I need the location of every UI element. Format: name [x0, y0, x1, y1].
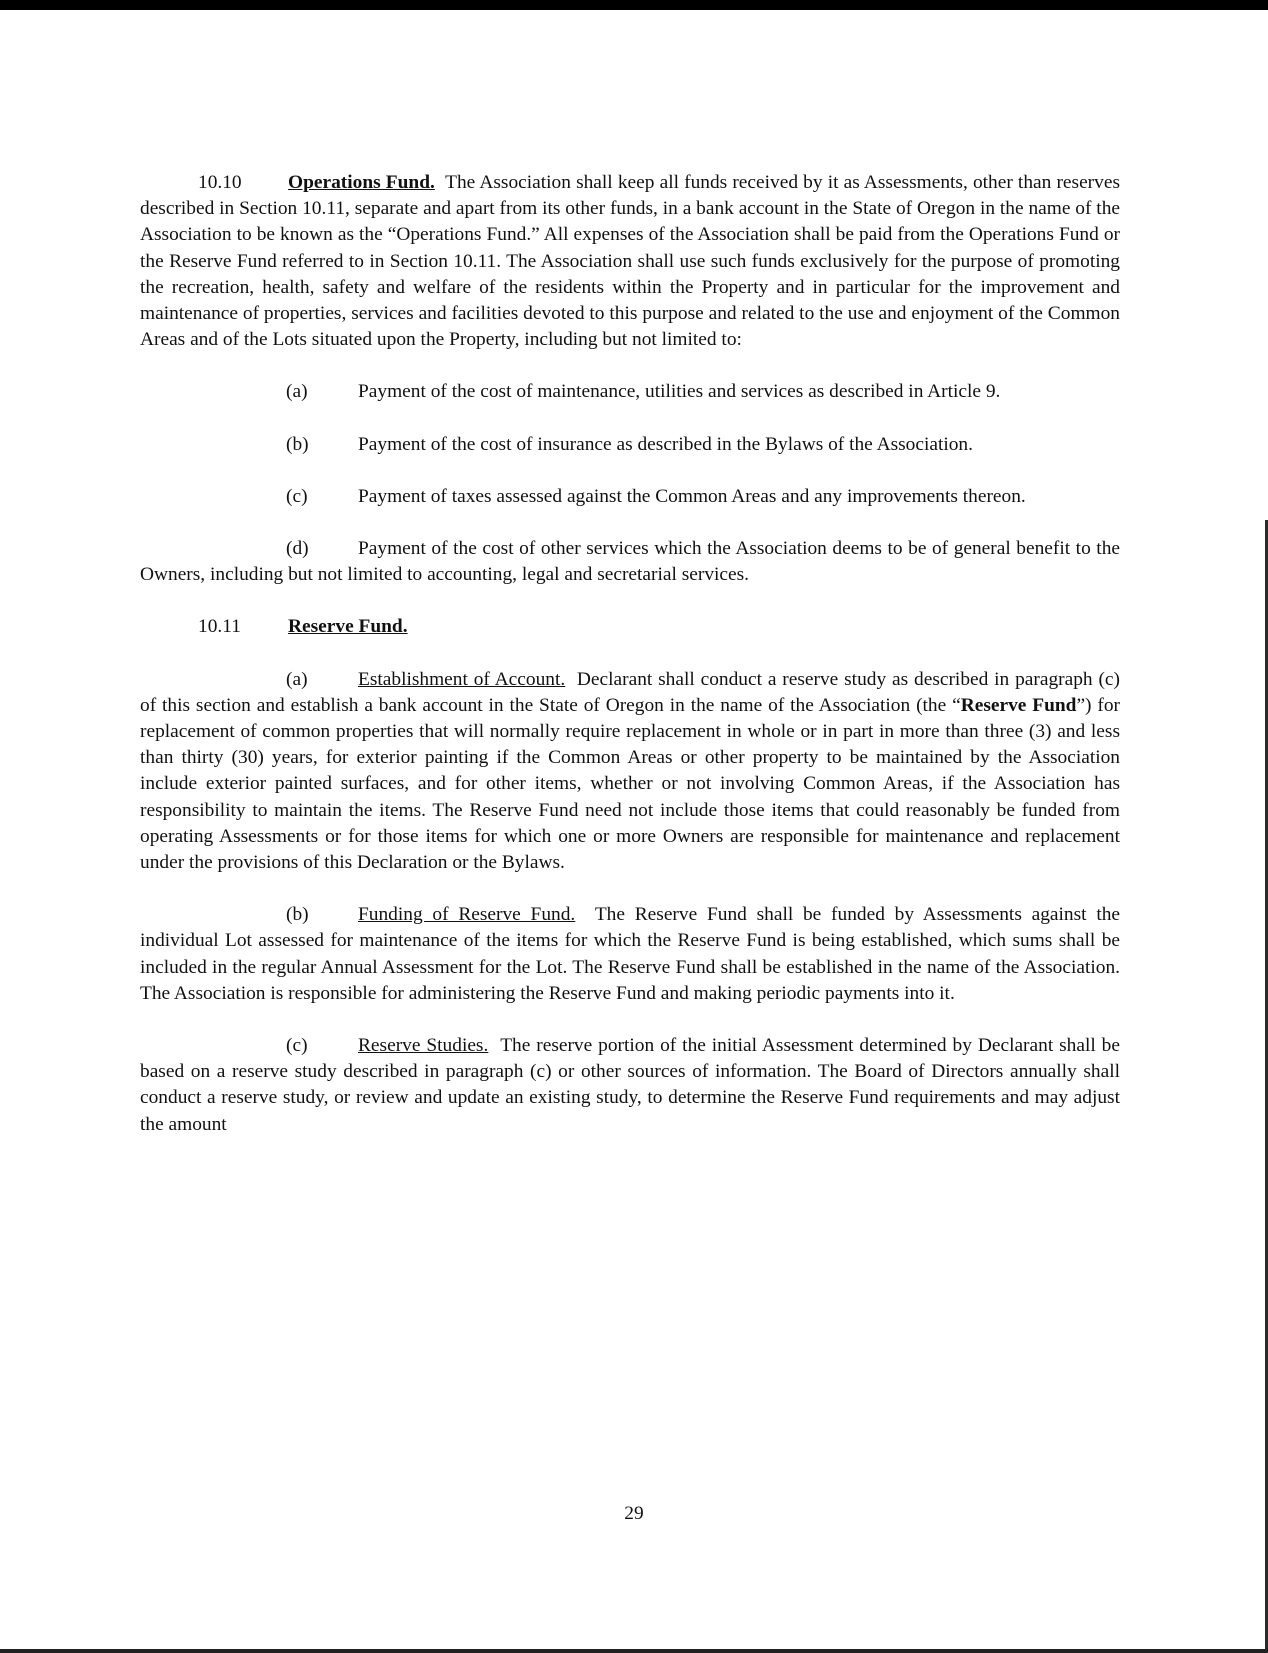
list-item-d [140, 536, 1120, 588]
list-item-label: (b) [286, 433, 309, 455]
page-number: 29 [624, 1503, 644, 1524]
list-item-text: Payment of the cost of other services which the Association deems to be of general benefit to the Owners, including but not limited to accounting, legal and secretarial services. [140, 538, 1120, 586]
section-number: 10.10 [198, 172, 242, 193]
list-item-text: Payment of taxes assessed against the Common Areas and any improvements thereon. [358, 485, 1026, 507]
subsection-heading: Reserve Studies. [358, 1035, 489, 1057]
subsection-text: The Reserve Fund shall be funded by Assessments against the individual Lot assessed for maintenance of the items for which the Reserve Fund is being established, which sums shall be included in the regular Annual Assessment for the Lot. The Reserve Fund shall be established in the name of the Association. The Association is responsible for administering the Reserve Fund and making periodic payments into it. [140, 904, 1121, 1004]
subsection-label: (b) [286, 904, 309, 926]
list-item-label: (c) [286, 485, 308, 507]
section-number: 10.11 [198, 616, 241, 638]
subsection-text-before: Declarant shall conduct a reserve study as described in paragraph (c) of this section and establish a bank account in the State of Oregon in the name of the Association (the “ [140, 668, 1120, 716]
subsection-c [140, 1033, 1120, 1138]
subsection-label: (c) [286, 1035, 308, 1057]
list-item-label: (a) [286, 381, 308, 403]
section-body: The Association shall keep all funds received by it as Assessments, other than reserves described in Section 10.11, separate and apart from its other funds, in a bank account in the State of Oregon in the name of the Association to be known as the “Operations Fund.” All expenses of the Association shall be paid from the Operations Fund or the Reserve Fund referred to in Section 10.11. The Association shall use such funds exclusively for the purpose of promoting the recreation, health, safety and welfare of the residents within the Property and in particular for the improvement and maintenance of properties, services and facilities devoted to this purpose and related to the use and enjoyment of the Common Areas and of the Lots situated upon the Property, including but not limited to: [140, 172, 1120, 351]
subsection-text-after: ”) for replacement of common properties that will normally require replacement in whole or in part in more than three (3) and less than thirty (30) years, for exterior painting if the Common Areas or other property to be maintained by the Association include exterior painted surfaces, and for other items, whether or not involving Common Areas, if the Association has responsibility to maintain the items. The Reserve Fund need not include those items that could reasonably be funded from operating Assessments or for those items for which one or more Owners are responsible for maintenance and replacement under the provisions of this Declaration or the Bylaws. [140, 694, 1121, 874]
subsection-text: The reserve portion of the initial Assessment determined by Declarant shall be based on a reserve study described in paragraph (c) or other sources of information. The Board of Directors annually shall conduct a reserve study, or review and update an existing study, to determine the Reserve Fund requirements and may adjust the amount [140, 1035, 1120, 1135]
subsection-heading: Establishment of Account. [358, 668, 566, 690]
list-item-b [140, 432, 1120, 458]
document-page [140, 170, 1120, 1138]
list-item-text: Payment of the cost of insurance as described in the Bylaws of the Association. [358, 433, 973, 455]
defined-term: Reserve Fund [960, 694, 1077, 716]
section-title: Reserve Fund. [288, 616, 408, 638]
list-item-label: (d) [286, 538, 309, 560]
subsection-heading: Funding of Reserve Fund. [358, 904, 576, 926]
subsection-b [140, 902, 1120, 1007]
section-10-11-heading [140, 614, 1120, 640]
list-item-text: Payment of the cost of maintenance, utilities and services as described in Article 9. [358, 381, 1001, 403]
section-title: Operations Fund. [288, 172, 435, 193]
scan-top-border [0, 0, 1268, 10]
list-item-a [140, 379, 1120, 405]
list-item-c [140, 484, 1120, 510]
subsection-label: (a) [286, 668, 308, 690]
section-10-10-paragraph [140, 170, 1120, 353]
scan-bottom-edge [0, 1649, 1268, 1653]
subsection-a [140, 667, 1120, 877]
